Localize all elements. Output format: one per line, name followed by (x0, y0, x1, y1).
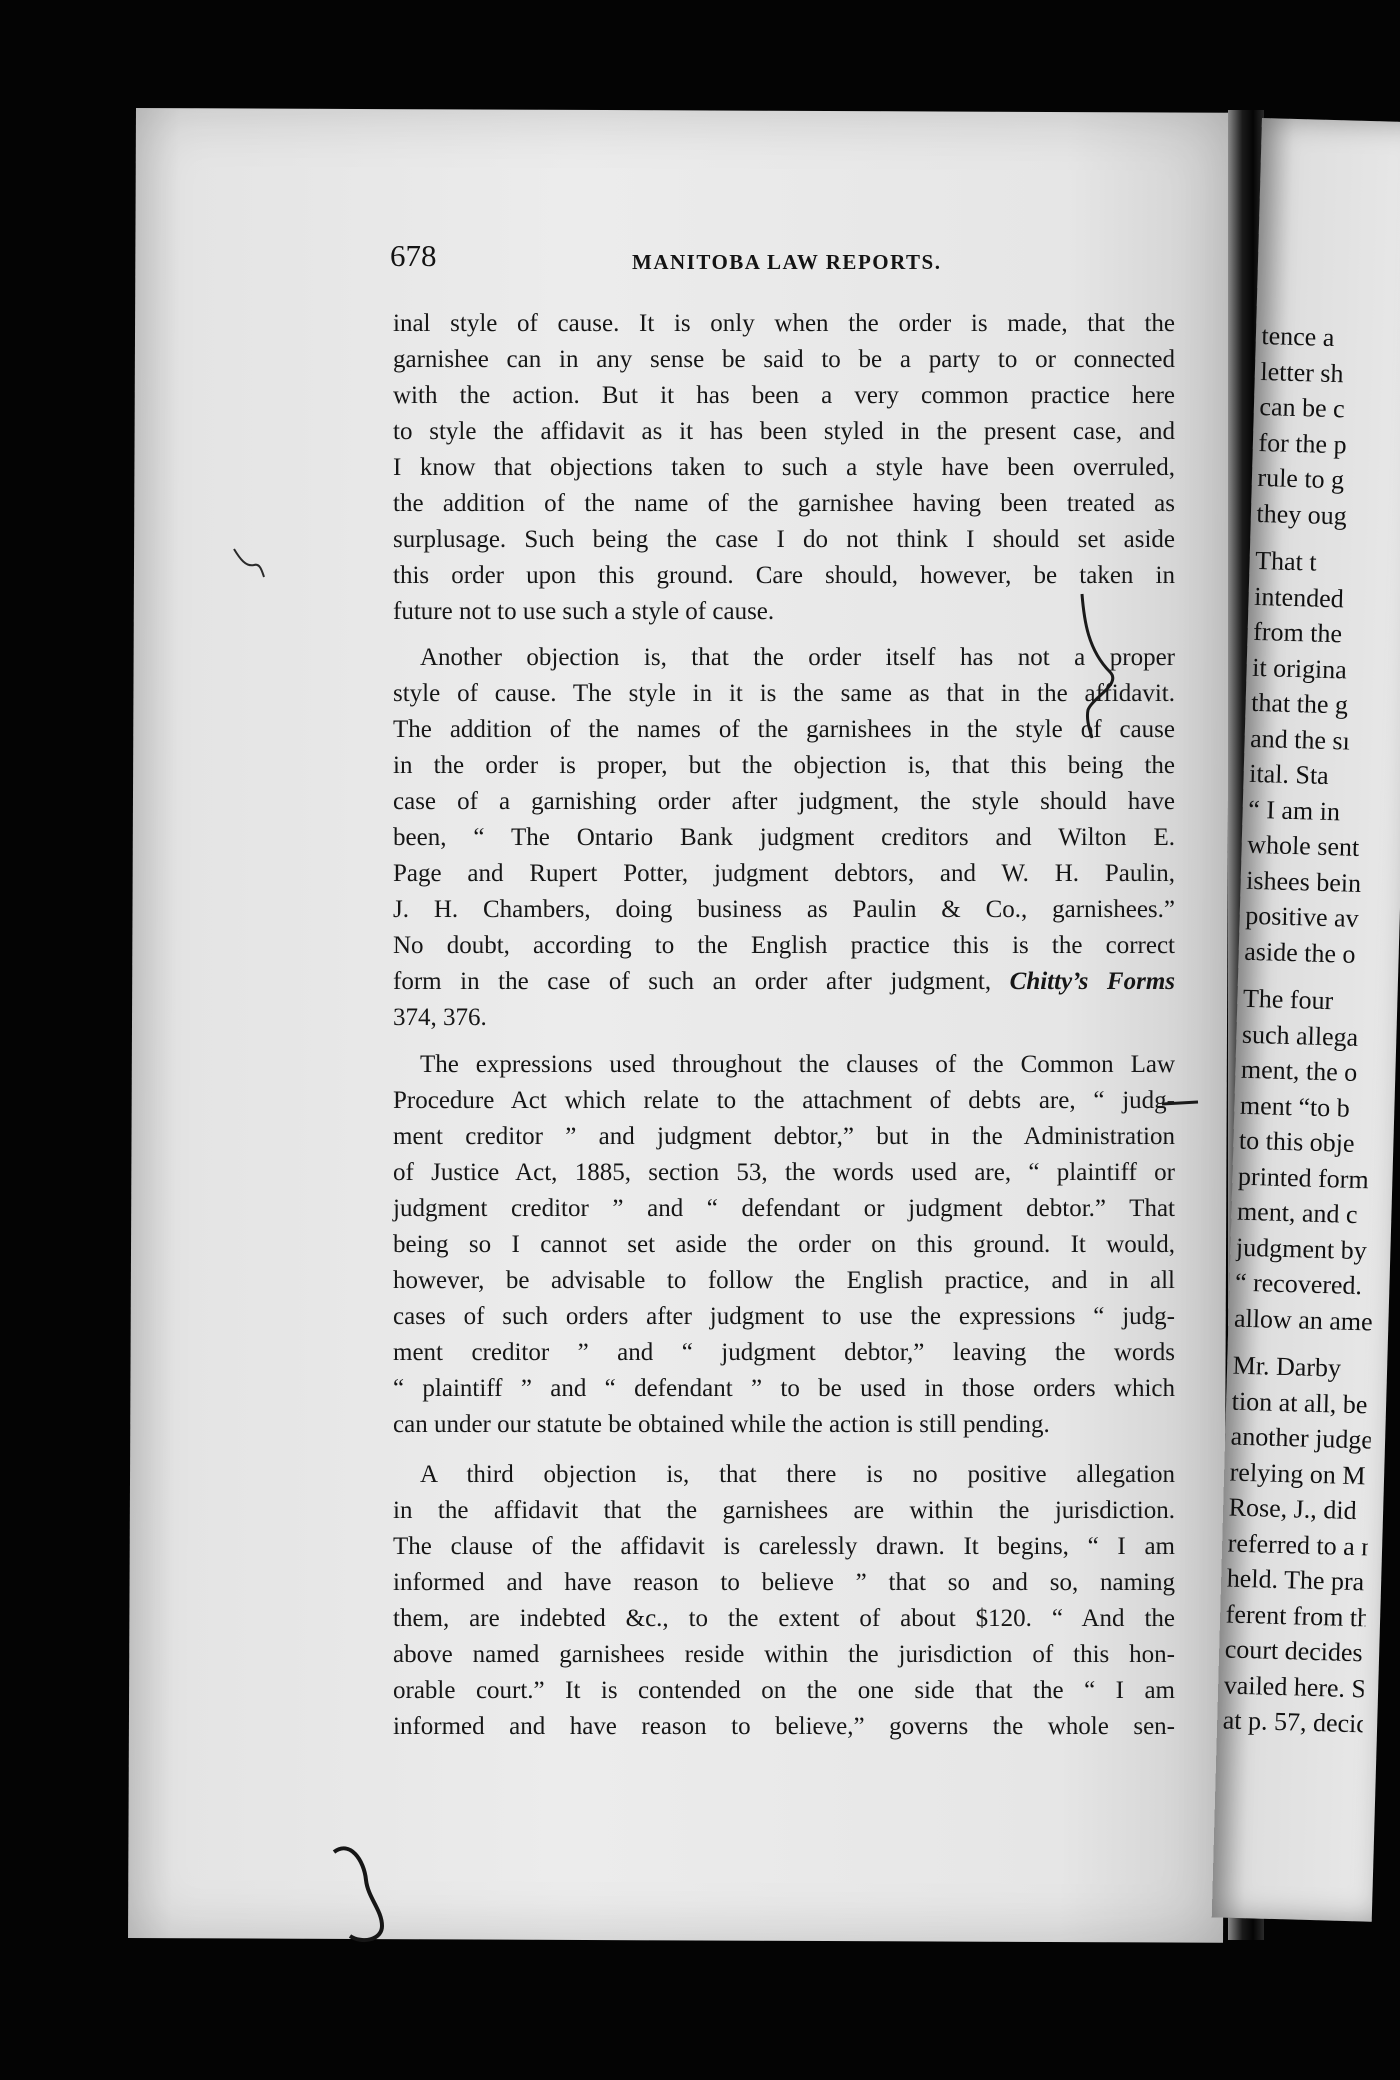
text-line: above named garnishees reside within the jurisdiction of this hon- (393, 1641, 1175, 1668)
text-line: No doubt, according to the English practice this is the correct (393, 932, 1175, 959)
text-line: to style the affidavit as it has been styled in the present case, and (393, 418, 1175, 445)
text-line: A third objection is, that there is no positive allegation (420, 1461, 1175, 1488)
facing-line: printed form (1237, 1161, 1370, 1194)
text-line: in the order is proper, but the objection is, that this being the (393, 752, 1175, 779)
facing-line: Rose, J., did (1228, 1492, 1357, 1526)
facing-line: relying on M (1229, 1457, 1366, 1490)
text-line: ment creditor ” and “ judgment debtor,” leaving the words (393, 1339, 1175, 1366)
facing-line: that the g (1250, 687, 1349, 720)
citation-title: Chitty’s Forms (1009, 968, 1176, 995)
page-number: 678 (390, 238, 437, 273)
facing-line: ment “to b (1239, 1090, 1351, 1123)
text-line: of Justice Act, 1885, section 53, the words used are, “ plaintiff or (393, 1159, 1175, 1186)
text-line: J. H. Chambers, doing business as Paulin & Co., garnishees.” (393, 896, 1175, 923)
text-line: however, be advisable to follow the English practice, and in all (393, 1267, 1175, 1294)
paragraph-1 (393, 306, 1175, 630)
facing-line: court decides o (1224, 1634, 1383, 1668)
citation-line (393, 964, 1175, 1000)
text-line: judgment creditor ” and “ defendant or judgment debtor.” That (393, 1195, 1175, 1222)
running-head-title: MANITOBA LAW REPORTS. (632, 250, 942, 274)
text-line: The addition of the names of the garnishees in the style of cause (393, 716, 1175, 743)
paragraph-2 (393, 640, 1175, 1036)
facing-line: judgment by (1235, 1232, 1368, 1265)
facing-line: ferent from th (1225, 1599, 1371, 1633)
facing-line: aside the o (1243, 936, 1356, 969)
text-line: them, are indebted &c., to the extent of about $120. “ And the (393, 1605, 1175, 1632)
facing-line: “ recovered. (1234, 1267, 1363, 1301)
text-line: 374, 376. (393, 1004, 487, 1031)
text-line: being so I cannot set aside the order on this ground. It would, (393, 1231, 1175, 1258)
facing-line: tion at all, be (1231, 1386, 1368, 1419)
text-line: Procedure Act which relate to the attachment of debts are, “ judg- (393, 1087, 1175, 1114)
facing-line: ital. Sta (1248, 758, 1330, 791)
facing-line: and the sı (1249, 723, 1351, 756)
text-line: future not to use such a style of cause. (393, 598, 775, 625)
text-line: garnishee can in any sense be said to be a party to or connected (393, 346, 1175, 373)
facing-line: it origina (1251, 652, 1348, 684)
facing-line: allow an ame (1233, 1303, 1374, 1336)
facing-line: letter sh (1260, 356, 1344, 388)
facing-line: tence a (1261, 320, 1335, 353)
facing-line: rule to g (1257, 462, 1345, 495)
text-line: in the affidavit that the garnishees are within the jurisdiction. (393, 1497, 1175, 1524)
text-line: ment creditor ” and judgment debtor,” but in the Administration (393, 1123, 1175, 1150)
facing-line: they oug (1256, 498, 1348, 530)
facing-line: to this obje (1238, 1125, 1355, 1158)
text-line: cases of such orders after judgment to use the expressions “ judg- (393, 1303, 1175, 1330)
text-line: style of cause. The style in it is the same as that in the affidavit. (393, 680, 1175, 707)
text-line: been, “ The Ontario Bank judgment creditors and Wilton E. (393, 824, 1175, 851)
facing-line: another judge (1230, 1421, 1374, 1455)
text-line: the addition of the name of the garnishee having been treated as (393, 490, 1175, 517)
text-line: surplusage. Such being the case I do not think I should set aside (393, 526, 1175, 553)
facing-line: ment, the o (1240, 1054, 1358, 1087)
text-line: Page and Rupert Potter, judgment debtors, and W. H. Paulin, (393, 860, 1175, 887)
text-line: The expressions used throughout the clauses of the Common Law (420, 1051, 1175, 1078)
paragraph-3 (393, 1047, 1175, 1443)
paragraph-4 (393, 1457, 1175, 1745)
text-line: “ plaintiff ” and “ defendant ” to be used in those orders which (393, 1375, 1175, 1402)
text-line: I know that objections taken to such a style have been overruled, (393, 454, 1175, 481)
facing-line: intended (1253, 581, 1345, 613)
text-line: case of a garnishing order after judgment, the style should have (393, 788, 1175, 815)
text-line: Another objection is, that the order itself has not a proper (420, 644, 1175, 671)
facing-line: referred to a n (1227, 1528, 1375, 1562)
facing-line: such allega (1241, 1019, 1359, 1052)
facing-line: positive av (1244, 900, 1360, 933)
facing-line: held. The pra (1226, 1563, 1365, 1597)
facing-line: for the p (1258, 427, 1348, 459)
facing-line: at p. 57, decid (1222, 1705, 1370, 1739)
facing-line: ment, and c (1236, 1196, 1358, 1230)
facing-line: vailed here. Se (1223, 1669, 1378, 1704)
text-line: can under our statute be obtained while the action is still pending. (393, 1411, 1050, 1438)
facing-line: can be c (1259, 391, 1346, 424)
facing-line: That t (1254, 545, 1317, 577)
text-line: with the action. But it has been a very common practice here (393, 382, 1175, 409)
text-line: orable court.” It is contended on the one side that the “ I am (393, 1677, 1175, 1704)
text-line: informed and have reason to believe ” that so and so, naming (393, 1569, 1175, 1596)
citation-lead-text: form in the case of such an order after judgment, (393, 968, 992, 995)
facing-line: “ I am in (1247, 794, 1341, 826)
facing-line: from the (1252, 616, 1343, 649)
text-line: The clause of the affidavit is carelessly drawn. It begins, “ I am (393, 1533, 1175, 1560)
facing-line: Mr. Darby (1232, 1350, 1342, 1383)
text-line: inal style of cause. It is only when the order is made, that the (393, 310, 1175, 337)
facing-line: ishees bein (1245, 865, 1362, 898)
text-line: this order upon this ground. Care should, however, be taken in (393, 562, 1175, 589)
text-line: informed and have reason to believe,” governs the whole sen- (393, 1713, 1175, 1740)
facing-line: whole sent (1246, 829, 1360, 862)
facing-line: The four (1242, 983, 1334, 1016)
